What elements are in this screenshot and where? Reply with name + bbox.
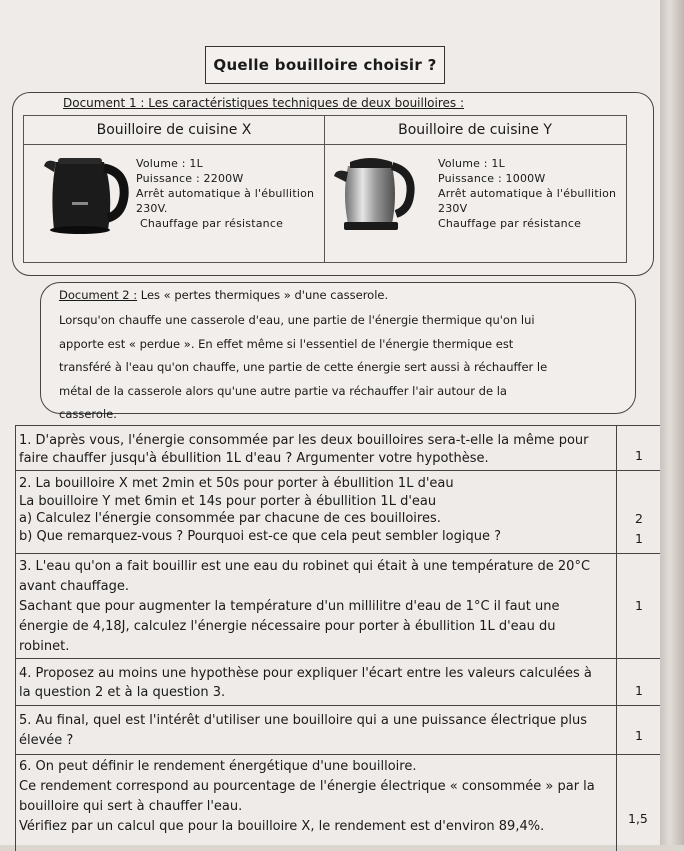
document-2-label: Document 2 : [59, 288, 138, 302]
kettle-y-header: Bouilloire de cuisine Y [324, 116, 626, 145]
kettle-y-volume: Volume : 1L [438, 157, 505, 170]
document-2-box [40, 282, 636, 421]
question-3-line: 3. L'eau qu'on a fait bouillir est une eau du robinet qui était à une température de 20°C [19, 559, 591, 574]
kettle-x-voltage: 230V. [136, 202, 168, 215]
kettle-x-heating: Chauffage par résistance [140, 217, 284, 230]
kettle-x-volume: Volume : 1L [136, 157, 203, 170]
document-2-line: Lorsqu'on chauffe une casserole d'eau, une partie de l'énergie thermique qu'on lui [59, 313, 535, 327]
question-6-line: Ce rendement correspond au pourcentage de l'énergie électrique « consommée » par la [19, 779, 595, 794]
question-3-line: Sachant que pour augmenter la température d'un millilitre d'eau de 1°C il faut une [19, 599, 560, 614]
question-1-points: 1 [635, 448, 643, 463]
document-2-line: transféré à l'eau qu'on chauffe, une partie de cette énergie sert aussi à réchauffer le [59, 360, 548, 374]
kettle-y-image [330, 154, 418, 234]
question-2-line: 2. La bouilloire X met 2min et 50s pour porter à ébullition 1L d'eau [19, 476, 454, 491]
question-4 [16, 659, 661, 706]
question-1 [16, 426, 661, 471]
kettle-y-voltage: 230V [438, 202, 468, 215]
question-3 [16, 554, 661, 659]
question-6-line: bouilloire qui sert à chauffer l'eau. [19, 799, 243, 814]
question-2 [16, 471, 661, 554]
question-2a-points: 2 [635, 511, 643, 526]
question-2a-line: a) Calculez l'énergie consommée par chacune de ces bouilloires. [19, 511, 441, 526]
document-2-line: casserole. [59, 407, 117, 421]
table-column-divider [324, 144, 325, 262]
kettle-x-specs [136, 156, 314, 231]
question-3-line: robinet. [19, 639, 70, 654]
document-1-box [12, 92, 654, 276]
question-4-line: 4. Proposez au moins une hypothèse pour expliquer l'écart entre les valeurs calculées à [19, 666, 592, 681]
questions-table [15, 425, 661, 851]
question-3-points: 1 [635, 598, 643, 613]
question-6 [16, 755, 661, 851]
question-5-line: 5. Au final, quel est l'intérêt d'utiliser une bouilloire qui a une puissance électrique plus [19, 713, 587, 728]
kettle-y-power: Puissance : 1000W [438, 172, 546, 185]
question-2b-points: 1 [635, 531, 643, 546]
question-5-points: 1 [635, 728, 643, 743]
question-3-line: avant chauffage. [19, 579, 129, 594]
question-6-line: 6. On peut définir le rendement énergétique d'une bouilloire. [19, 759, 417, 774]
question-1-line: 1. D'après vous, l'énergie consommée par les deux bouilloires sera-t-elle la même pour [19, 433, 589, 448]
question-4-line: la question 2 et à la question 3. [19, 685, 226, 700]
question-5-line: élevée ? [19, 733, 74, 748]
document-1-title: Document 1 : Les caractéristiques techniques de deux bouilloires : [63, 96, 465, 110]
document-2-title [59, 288, 388, 302]
question-1-line: faire chauffer jusqu'à ébullition 1L d'eau ? Argumenter votre hypothèse. [19, 450, 489, 466]
kettle-y-specs [438, 156, 616, 231]
page-edge-background [660, 0, 684, 845]
question-2-line: La bouilloire Y met 6min et 14s pour porter à ébullition 1L d'eau [19, 493, 437, 509]
question-4-points: 1 [635, 683, 643, 698]
document-2-heading: Les « pertes thermiques » d'une casserole. [140, 288, 389, 302]
document-2-line: apporte est « perdue ». En effet même si l'essentiel de l'énergie thermique est [59, 336, 514, 351]
document-2-line: métal de la casserole alors qu'une autre partie va réchauffer l'air autour de la [59, 383, 507, 398]
kettle-spec-table [23, 115, 627, 263]
document-2-text [59, 309, 629, 427]
question-6-line: Vérifiez par un calcul que pour la bouilloire X, le rendement est d'environ 89,4%. [19, 819, 545, 834]
kettle-y-auto-stop: Arrêt automatique à l'ébullition [438, 187, 617, 200]
question-3-line: énergie de 4,18J, calculez l'énergie nécessaire pour porter à ébullition 1L d'eau du [19, 619, 556, 634]
kettle-x-header: Bouilloire de cuisine X [24, 116, 325, 145]
page-title: Quelle bouilloire choisir ? [205, 46, 445, 84]
question-6-points: 1,5 [628, 811, 648, 826]
kettle-y-heating: Chauffage par résistance [438, 217, 582, 230]
kettle-x-power: Puissance : 2200W [136, 172, 244, 185]
question-2b-line: b) Que remarquez-vous ? Pourquoi est-ce que cela peut sembler logique ? [19, 528, 501, 544]
kettle-x-image [42, 152, 130, 236]
question-5 [16, 706, 661, 755]
kettle-x-auto-stop: Arrêt automatique à l'ébullition [136, 187, 315, 200]
